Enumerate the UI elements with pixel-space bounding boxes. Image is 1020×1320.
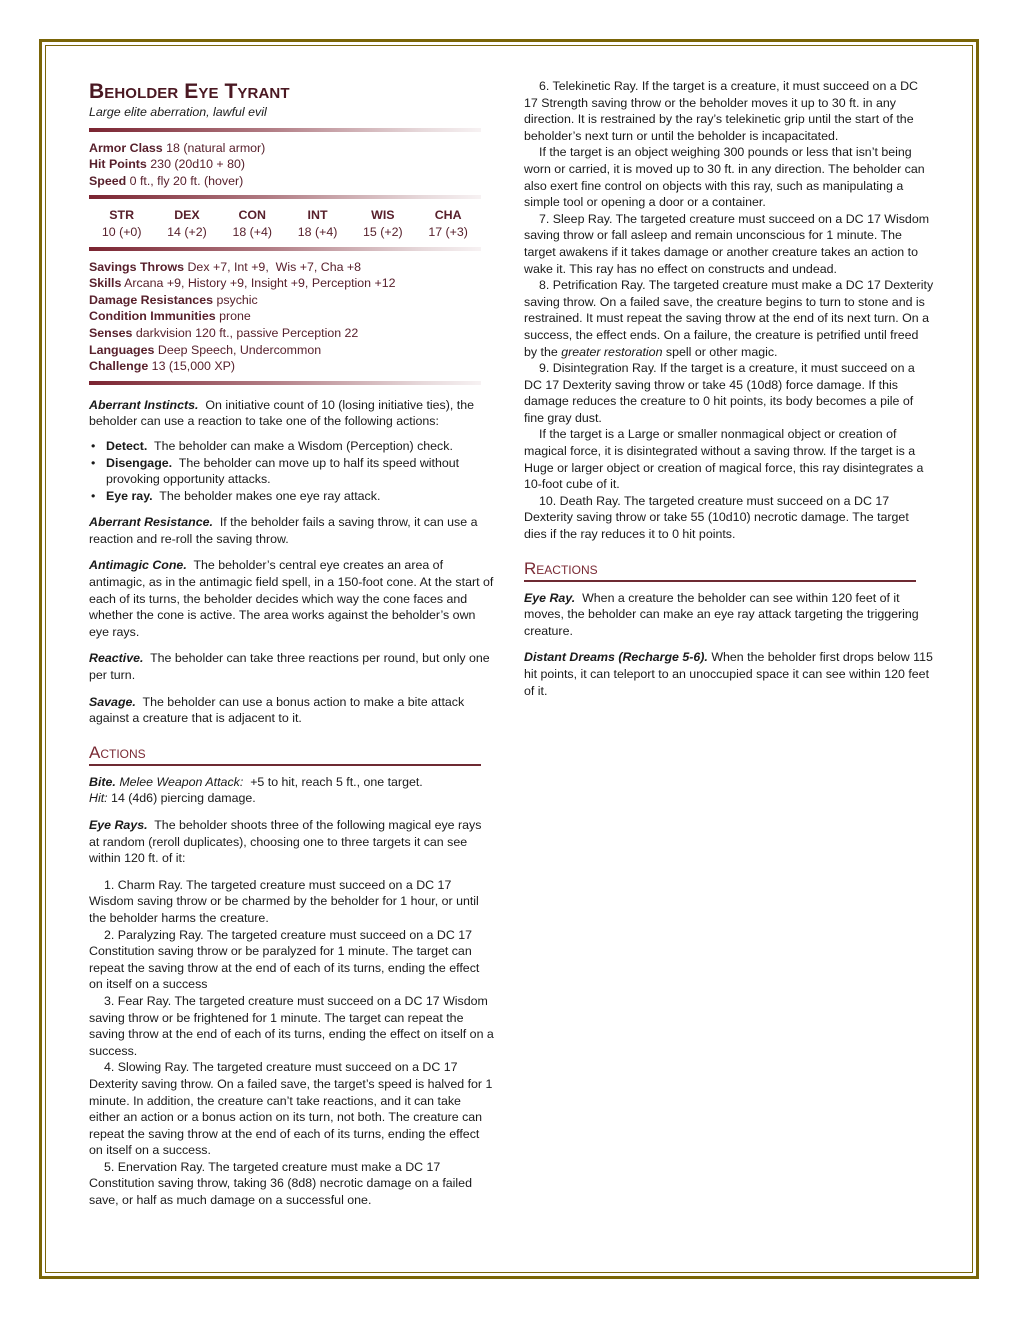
ray-telekinetic-object: If the target is an object weighing 300 pounds or less that isn’t being worn or carried, it is moved up to 30 ft. in any direction. The beholder can also exert fine control on objects with this ray, such as manipulating a simple tool or opening a door or a container. [524, 145, 925, 210]
ray-charm: 1. Charm Ray. The targeted creature must succeed on a DC 17 Wisdom saving throw or be charmed by the beholder for 1 hour, or until the beholder harms the creature. [89, 877, 479, 925]
left-column [89, 80, 495, 1209]
ray-death: 10. Death Ray. The targeted creature must succeed on a DC 17 Dexterity saving throw or take 55 (10d10) necrotic damage. The target dies if the ray reduces it to 0 hit points. [524, 493, 909, 542]
reaction-text: When the beholder first drops below 115 hit points, it can teleport to an unoccupied space it can see within 120 feet of it. [524, 650, 933, 698]
stat-value: prone [219, 309, 251, 324]
trait-name: Antimagic Cone. [89, 558, 187, 573]
ability-str [89, 207, 154, 240]
divider [89, 381, 481, 385]
ability-int [285, 207, 350, 240]
right-column [524, 78, 934, 709]
stat-label: Condition Immunities [89, 309, 216, 324]
option-name: Disengage. [106, 455, 173, 470]
stat-value: psychic [216, 292, 258, 307]
option-name: Detect. [106, 438, 148, 453]
ability-score: 10 (+0) [101, 224, 142, 239]
option-eye-ray [89, 488, 495, 505]
stat-value: 13 (15,000 XP) [151, 359, 236, 374]
stat-label: Armor Class [89, 140, 163, 155]
ability-score: 18 (+4) [297, 224, 338, 239]
stat-value: 0 ft., fly 20 ft. (hover) [129, 173, 244, 188]
trait-name: Savage. [89, 694, 136, 709]
action-name: Eye Rays. [89, 818, 148, 832]
trait-text: The beholder’s central eye creates an area of antimagic, as in the antimagic field spell, in a 150-foot cone. At the start of each of its turns, the beholder decides which way the cone faces and whether the cone is active. The area works against the beholder’s own eye rays. [89, 558, 494, 639]
stat-label: Senses [89, 325, 133, 340]
ray-slowing: 4. Slowing Ray. The targeted creature must succeed on a DC 17 Dexterity saving throw. On a failed save, the target’s speed is halved for 1 minute. In addition, the creature can’t take reactions, and it can take either an action or a bonus action on its turn, not both. The creature can repeat the saving throw at the end of each of its turns, ending the effect on itself on a success. [89, 1060, 493, 1158]
ray-paralyzing: 2. Paralyzing Ray. The targeted creature must succeed on a DC 17 Constitution saving throw or be paralyzed for 1 minute. The target can repeat the saving throw at the end of each of its turns, ending the effect on itself on a success [89, 927, 480, 992]
stat-label: Skills [89, 276, 122, 291]
saving-throws [89, 259, 495, 276]
divider [89, 128, 481, 132]
hit-text: 14 (4d6) piercing damage. [111, 791, 256, 806]
reaction-name: Eye Ray. [524, 590, 576, 605]
ability-dex [154, 207, 219, 240]
ray-fear: 3. Fear Ray. The targeted creature must succeed on a DC 17 Wisdom saving throw or be frightened for 1 minute. The target can repeat the saving throw at the end of each of its turns, ending the effect on itself on a success. [89, 993, 494, 1058]
attack-type: Melee Weapon Attack: [119, 774, 244, 789]
reaction-name: Distant Dreams (Recharge 5-6). [524, 650, 708, 665]
option-text: The beholder can move up to half its speed without provoking opportunity attacks. [106, 455, 460, 487]
ability-score: 17 (+3) [428, 224, 468, 239]
option-name: Eye ray. [106, 488, 153, 503]
ray-disintegration: 9. Disintegration Ray. If the target is a creature, it must succeed on a DC 17 Dexterity saving throw or take 45 (10d8) force damage. If this damage reduces the creature to 0 hit points, its body becomes a pile of fine gray dust. [524, 361, 915, 425]
trait-reactive [89, 650, 495, 683]
skills [89, 275, 495, 292]
reaction-text: When a creature the beholder can see within 120 feet of it moves, the beholder can make an eye ray attack targeting the triggering creature. [524, 590, 919, 638]
trait-name: Aberrant Resistance. [89, 515, 213, 530]
action-text: The beholder shoots three of the following magical eye rays at random (reroll duplicates), choosing one to three targets it can see within 120 ft. of it: [89, 818, 482, 866]
ray-text: 8. Petrification Ray. The targeted creature must make a DC 17 Dexterity saving throw. On a failed save, the creature begins to turn to stone and is restrained. It must repeat the saving throw at the end of its next turn. On a success, the effect ends. On a failure, the creature is petrified until freed by the [524, 278, 934, 359]
action-eye-rays [89, 817, 495, 867]
ability-con [220, 207, 285, 240]
stat-label: Challenge [89, 359, 149, 374]
stat-label: Savings Throws [89, 259, 185, 274]
trait-aberrant-instincts [89, 397, 495, 430]
speed [89, 173, 495, 190]
divider [89, 247, 481, 251]
stat-label: Languages [89, 342, 155, 357]
ability-name: DEX [174, 208, 200, 223]
trait-savage [89, 694, 495, 727]
trait-text: The beholder can use a bonus action to make a bite attack against a creature that is adjacent to it. [89, 694, 465, 726]
hit-points [89, 156, 495, 173]
option-detect [89, 438, 495, 455]
armor-class [89, 140, 495, 157]
reaction-distant-dreams [524, 649, 934, 699]
ability-cha [415, 207, 480, 240]
trait-name: Reactive. [89, 651, 144, 666]
ability-score: 18 (+4) [232, 224, 273, 239]
damage-resistances [89, 292, 495, 309]
trait-name: Aberrant Instincts. [89, 397, 199, 412]
monster-type-line: Large elite aberration, lawful evil [89, 105, 267, 119]
ability-score: 14 (+2) [167, 224, 207, 239]
option-text: The beholder can make a Wisdom (Perception) check. [154, 438, 453, 453]
trait-text: The beholder can take three reactions per round, but only one per turn. [89, 651, 490, 683]
trait-antimagic-cone [89, 557, 495, 640]
attack-text: +5 to hit, reach 5 ft., one target. [250, 774, 423, 789]
spell-name: greater restoration [561, 344, 663, 359]
stat-value: Deep Speech, Undercommon [157, 342, 322, 357]
languages [89, 342, 495, 359]
ability-name: STR [109, 208, 135, 223]
reaction-eye-ray [524, 590, 934, 640]
ability-name: INT [307, 208, 328, 223]
ray-telekinetic: 6. Telekinetic Ray. If the target is a creature, it must succeed on a DC 17 Strength saving throw or the beholder moves it up to 30 ft. in any direction. It is restrained by the ray’s telekinetic grip until the start of the beholder’s next turn or until the beholder is incapacitated. [524, 79, 919, 143]
challenge [89, 358, 495, 375]
option-text: The beholder makes one eye ray attack. [159, 488, 381, 503]
stat-label: Speed [89, 173, 127, 188]
ray-enervation: 5. Enervation Ray. The targeted creature must make a DC 17 Constitution saving throw, taking 36 (8d8) necrotic damage on a failed save, or half as much damage on a successful one. [89, 1159, 472, 1208]
trait-text: If the beholder fails a saving throw, it can use a reaction and re-roll the saving throw. [89, 515, 478, 546]
ray-text: spell or other magic. [665, 344, 778, 359]
actions-heading: Actions [89, 743, 481, 766]
ability-name: CHA [434, 208, 462, 223]
aberrant-instincts-options [89, 438, 495, 504]
stat-value: darkvision 120 ft., passive Perception 22 [135, 325, 359, 340]
senses [89, 325, 495, 342]
ability-score: 15 (+2) [363, 224, 403, 239]
action-bite [89, 774, 495, 807]
action-name: Bite. [89, 774, 116, 789]
stat-value: Arcana +9, History +9, Insight +9, Perception +12 [124, 276, 396, 291]
trait-text: On initiative count of 10 (losing initiative ties), the beholder can use a reaction to take one of the following actions: [89, 397, 474, 429]
condition-immunities [89, 308, 495, 325]
ray-disintegration-object: If the target is a Large or smaller nonmagical object or creation of magical force, it is disintegrated without a saving throw. If the target is a Huge or larger object or creation of magical force, this ray disintegrates a 10-foot cube of it. [524, 427, 924, 492]
ability-scores [89, 207, 481, 240]
option-disengage [89, 455, 495, 488]
ray-sleep: 7. Sleep Ray. The targeted creature must succeed on a DC 17 Wisdom saving throw or fall asleep and remain unconscious for 1 minute. The target awakens if it takes damage or another creature takes an action to wake it. This ray has no effect on constructs and undead. [524, 211, 930, 276]
stat-value: Dex +7, Int +9, Wis +7, Cha +8 [187, 259, 362, 274]
stat-label: Damage Resistances [89, 292, 213, 307]
ability-name: CON [238, 208, 267, 223]
stat-value: 230 (20d10 + 80) [150, 157, 246, 172]
trait-aberrant-resistance [89, 514, 495, 547]
monster-name: Beholder Eye Tyrant [89, 80, 290, 103]
ray-petrification [524, 277, 934, 360]
ability-wis [350, 207, 415, 240]
stat-label: Hit Points [89, 157, 147, 172]
ability-name: WIS [371, 208, 395, 223]
stat-value: 18 (natural armor) [166, 140, 266, 155]
hit-label: Hit: [89, 791, 108, 806]
divider [89, 195, 481, 199]
reactions-heading: Reactions [524, 559, 916, 582]
